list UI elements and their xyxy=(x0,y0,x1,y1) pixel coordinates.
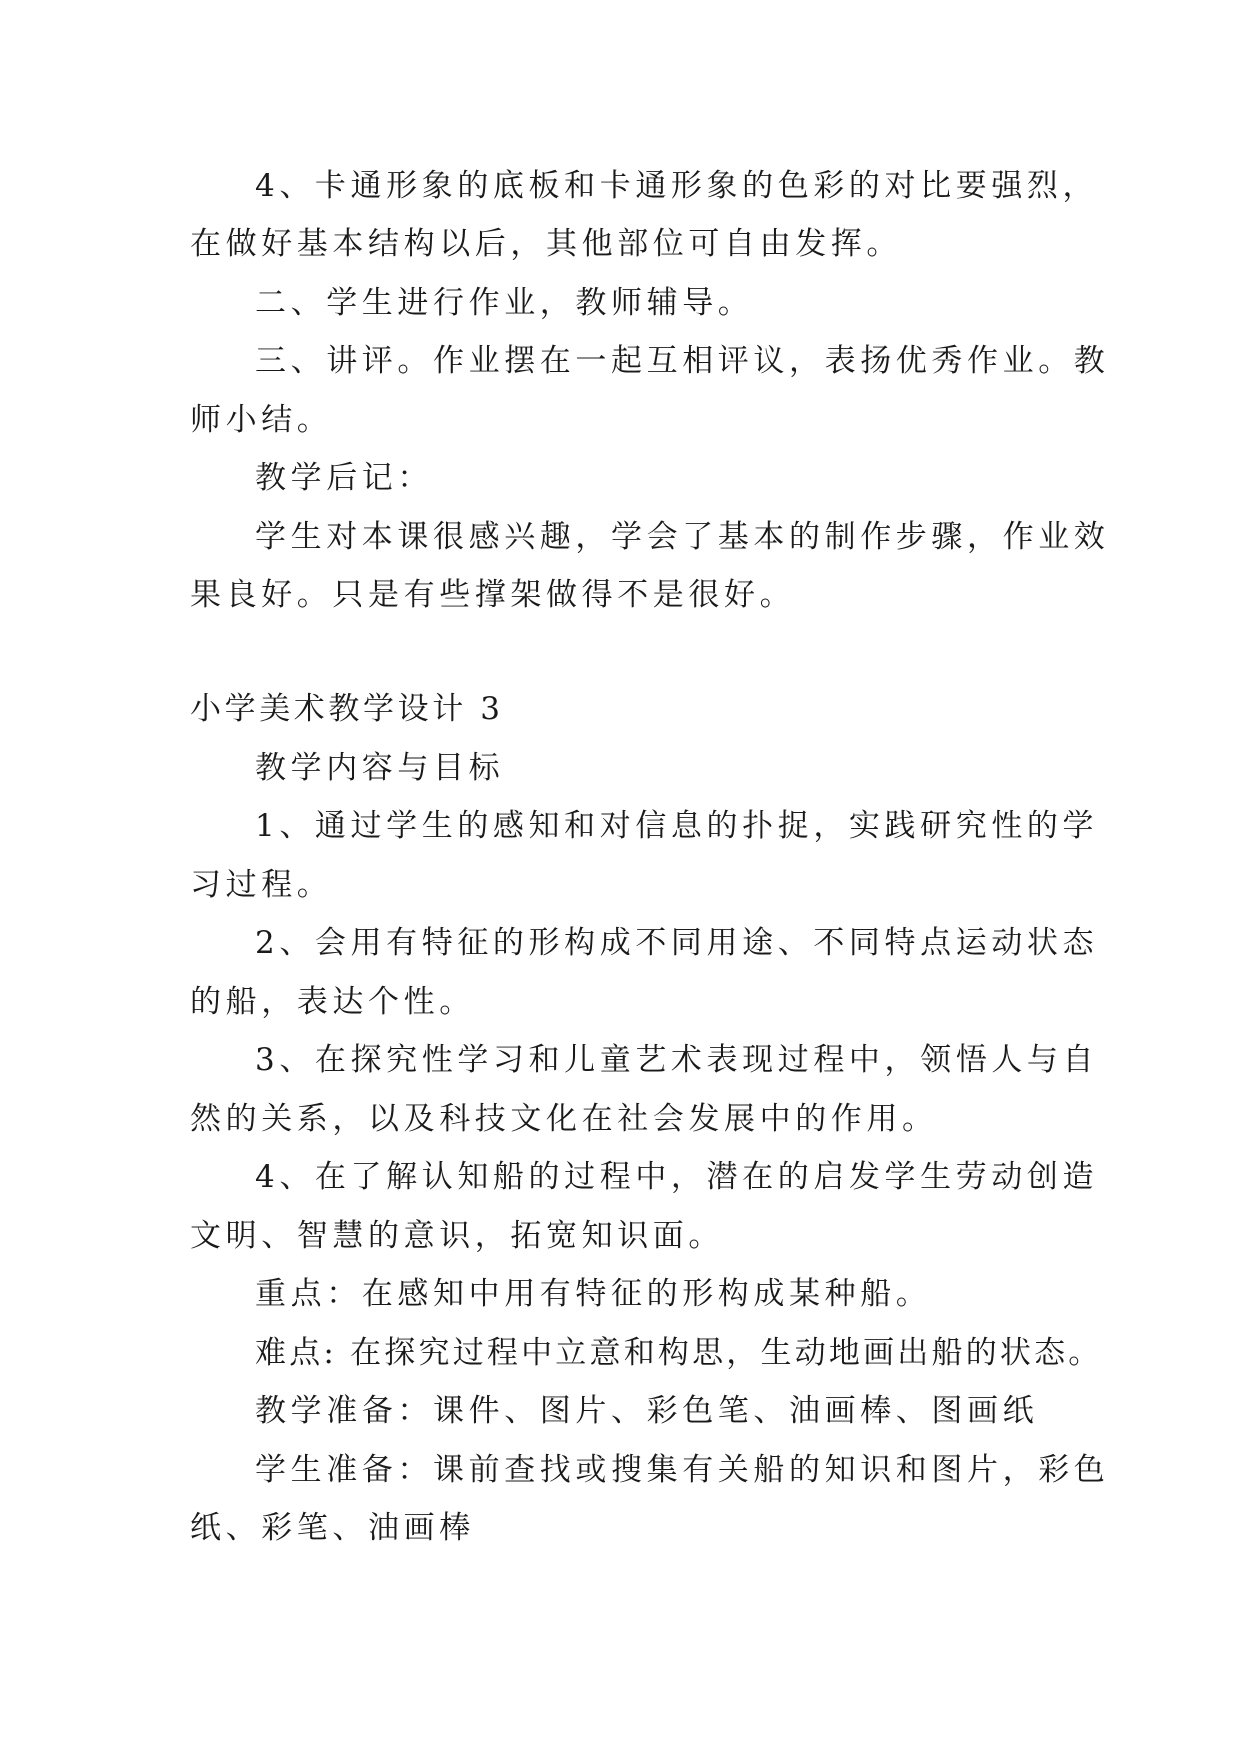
text-line: 三、讲评。作业摆在一起互相评议，表扬优秀作业。教 xyxy=(255,343,1110,379)
text-line: 3、在探究性学习和儿童艺术表现过程中，领悟人与自 xyxy=(255,1042,1099,1078)
text-line: 重点：在感知中用有特征的形构成某种船。 xyxy=(255,1276,932,1312)
text-line: 教学内容与目标 xyxy=(255,750,505,786)
text-line: 学生对本课很感兴趣，学会了基本的制作步骤，作业效 xyxy=(255,519,1110,555)
text-line: 纸、彩笔、油画棒 xyxy=(190,1510,475,1546)
text-line: 然的关系，以及科技文化在社会发展中的作用。 xyxy=(190,1101,938,1137)
text-line: 教学后记： xyxy=(255,460,433,496)
text-line: 教学准备：课件、图片、彩色笔、油画棒、图画纸 xyxy=(255,1393,1039,1429)
section-heading: 小学美术教学设计 3 xyxy=(190,691,504,727)
text-line: 习过程。 xyxy=(190,867,333,903)
text-line: 4、在了解认知船的过程中，潜在的启发学生劳动创造 xyxy=(255,1159,1099,1195)
text-line: 师小结。 xyxy=(190,402,333,438)
text-line: 1、通过学生的感知和对信息的扑捉，实践研究性的学 xyxy=(255,808,1099,844)
text-line: 在做好基本结构以后，其他部位可自由发挥。 xyxy=(190,226,902,262)
text-line: 二、学生进行作业，教师辅导。 xyxy=(255,285,754,321)
text-line: 学生准备：课前查找或搜集有关船的知识和图片，彩色 xyxy=(255,1452,1110,1488)
text-line: 难点: 在探究过程中立意和构思，生动地画出船的状态。 xyxy=(255,1335,1103,1371)
text-line: 果良好。只是有些撑架做得不是很好。 xyxy=(190,577,796,613)
text-line: 文明、智慧的意识，拓宽知识面。 xyxy=(190,1218,724,1254)
text-line: 2、会用有特征的形构成不同用途、不同特点运动状态 xyxy=(255,925,1099,961)
text-line: 4、卡通形象的底板和卡通形象的色彩的对比要强烈， xyxy=(255,168,1099,204)
text-line: 的船，表达个性。 xyxy=(190,984,475,1020)
